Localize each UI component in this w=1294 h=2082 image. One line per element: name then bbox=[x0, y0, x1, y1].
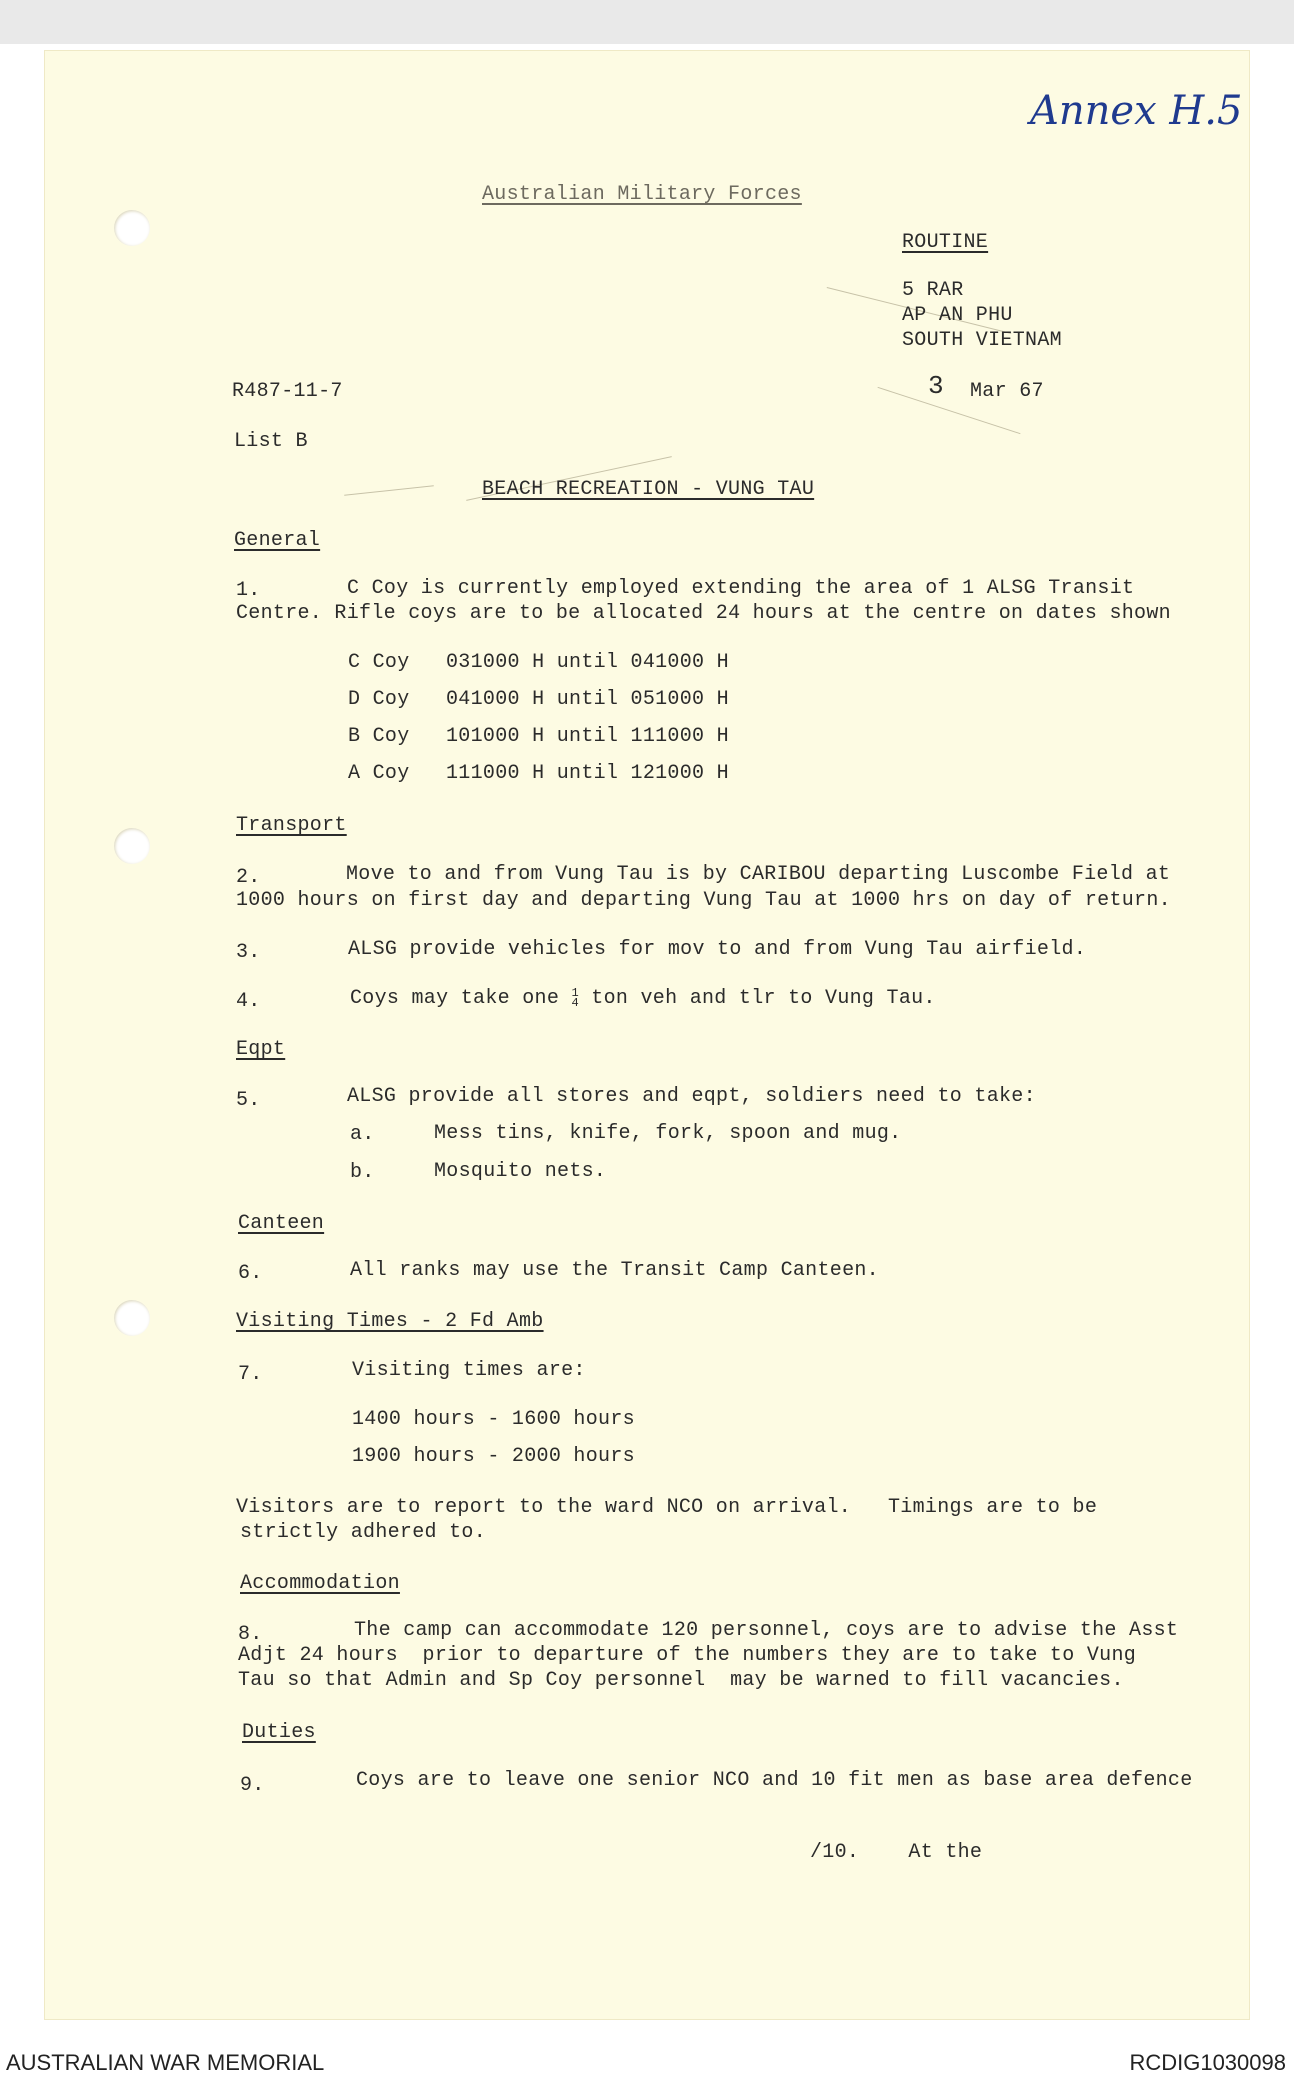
para-number: 3. bbox=[236, 941, 261, 964]
section-transport: Transport bbox=[236, 814, 347, 837]
para-6-text: All ranks may use the Transit Camp Canteen. bbox=[350, 1259, 879, 1282]
date-day: 3 bbox=[928, 371, 944, 401]
para-4-pre: Coys may take one bbox=[350, 987, 560, 1010]
para-number: 9. bbox=[240, 1774, 265, 1797]
schedule-coy: D Coy bbox=[348, 688, 410, 711]
organisation-heading: Australian Military Forces bbox=[482, 183, 802, 206]
reference-number: R487-11-7 bbox=[232, 380, 343, 403]
section-canteen: Canteen bbox=[238, 1212, 325, 1235]
para-number: 5. bbox=[236, 1089, 261, 1112]
para-1-line: C Coy is currently employed extending the area of 1 ALSG Transit bbox=[347, 577, 1135, 600]
para-7-text: Visiting times are: bbox=[352, 1359, 586, 1382]
footer-institution: AUSTRALIAN WAR MEMORIAL bbox=[6, 2050, 325, 2075]
classification: ROUTINE bbox=[902, 231, 989, 254]
document-title: BEACH RECREATION - VUNG TAU bbox=[482, 478, 815, 501]
para-number: 7. bbox=[238, 1363, 263, 1386]
schedule-coy: A Coy bbox=[348, 762, 410, 785]
para-number: 8. bbox=[238, 1623, 263, 1646]
schedule-time: 041000 H until 051000 H bbox=[446, 688, 729, 711]
location: AP AN PHU bbox=[902, 304, 1013, 327]
scan-top-border bbox=[0, 0, 1294, 44]
fraction-denominator: 4 bbox=[571, 995, 579, 1010]
para-8-line: The camp can accommodate 120 personnel, coys are to advise the Asst bbox=[354, 1619, 1179, 1642]
sub-item-label: b. bbox=[350, 1161, 375, 1184]
document-page bbox=[44, 50, 1250, 2020]
para-8-line: Tau so that Admin and Sp Coy personnel may be warned to fill vacancies. bbox=[238, 1669, 1124, 1692]
para-number: 1. bbox=[236, 579, 261, 602]
para-number: 4. bbox=[236, 990, 261, 1013]
country: SOUTH VIETNAM bbox=[902, 329, 1062, 352]
para-8-line: Adjt 24 hours prior to departure of the numbers they are to take to Vung bbox=[238, 1644, 1137, 1667]
paper-mark bbox=[344, 485, 434, 495]
para-3-text: ALSG provide vehicles for mov to and from Vung Tau airfield. bbox=[348, 938, 1087, 961]
section-general: General bbox=[234, 529, 321, 552]
schedule-coy: C Coy bbox=[348, 651, 410, 674]
fraction bbox=[571, 985, 579, 1010]
para-7-line: strictly adhered to. bbox=[240, 1521, 487, 1544]
para-number: 6. bbox=[238, 1262, 263, 1285]
para-2-line: 1000 hours on first day and departing Vung Tau at 1000 hrs on day of return. bbox=[236, 889, 1171, 912]
para-4-text bbox=[350, 986, 936, 1012]
date-month-year: Mar 67 bbox=[970, 380, 1044, 403]
schedule-coy: B Coy bbox=[348, 725, 410, 748]
footer-record-id: RCDIG1030098 bbox=[1129, 2050, 1286, 2075]
visiting-time: 1400 hours - 1600 hours bbox=[352, 1408, 635, 1431]
section-accommodation: Accommodation bbox=[240, 1572, 400, 1595]
punch-hole-middle bbox=[114, 828, 150, 864]
para-5-text: ALSG provide all stores and eqpt, soldiers need to take: bbox=[347, 1085, 1036, 1108]
section-visiting-times: Visiting Times - 2 Fd Amb bbox=[236, 1310, 544, 1333]
handwritten-annotation: Annex H.5 bbox=[1030, 88, 1243, 134]
list-label: List B bbox=[234, 430, 308, 453]
sub-item-text: Mosquito nets. bbox=[434, 1160, 607, 1183]
schedule-time: 031000 H until 041000 H bbox=[446, 651, 729, 674]
para-4-post: ton veh and tlr to Vung Tau. bbox=[591, 987, 936, 1010]
para-number: 2. bbox=[236, 866, 261, 889]
sub-item-text: Mess tins, knife, fork, spoon and mug. bbox=[434, 1122, 902, 1145]
page-continuation: /10. At the bbox=[810, 1841, 983, 1864]
visiting-time: 1900 hours - 2000 hours bbox=[352, 1445, 635, 1468]
section-eqpt: Eqpt bbox=[236, 1038, 286, 1061]
sub-item-label: a. bbox=[350, 1123, 375, 1146]
fraction-numerator: 1 bbox=[571, 985, 579, 1000]
para-2-line: Move to and from Vung Tau is by CARIBOU departing Luscombe Field at bbox=[346, 863, 1171, 886]
schedule-time: 101000 H until 111000 H bbox=[446, 725, 729, 748]
section-duties: Duties bbox=[242, 1721, 316, 1744]
unit: 5 RAR bbox=[902, 279, 964, 302]
para-7-line: Visitors are to report to the ward NCO on arrival. Timings are to be bbox=[236, 1496, 1098, 1519]
punch-hole-top bbox=[114, 210, 150, 246]
schedule-time: 111000 H until 121000 H bbox=[446, 762, 729, 785]
punch-hole-bottom bbox=[114, 1300, 150, 1336]
para-9-text: Coys are to leave one senior NCO and 10 fit men as base area defence bbox=[356, 1769, 1193, 1792]
para-1-line: Centre. Rifle coys are to be allocated 24 hours at the centre on dates shown bbox=[236, 602, 1171, 625]
